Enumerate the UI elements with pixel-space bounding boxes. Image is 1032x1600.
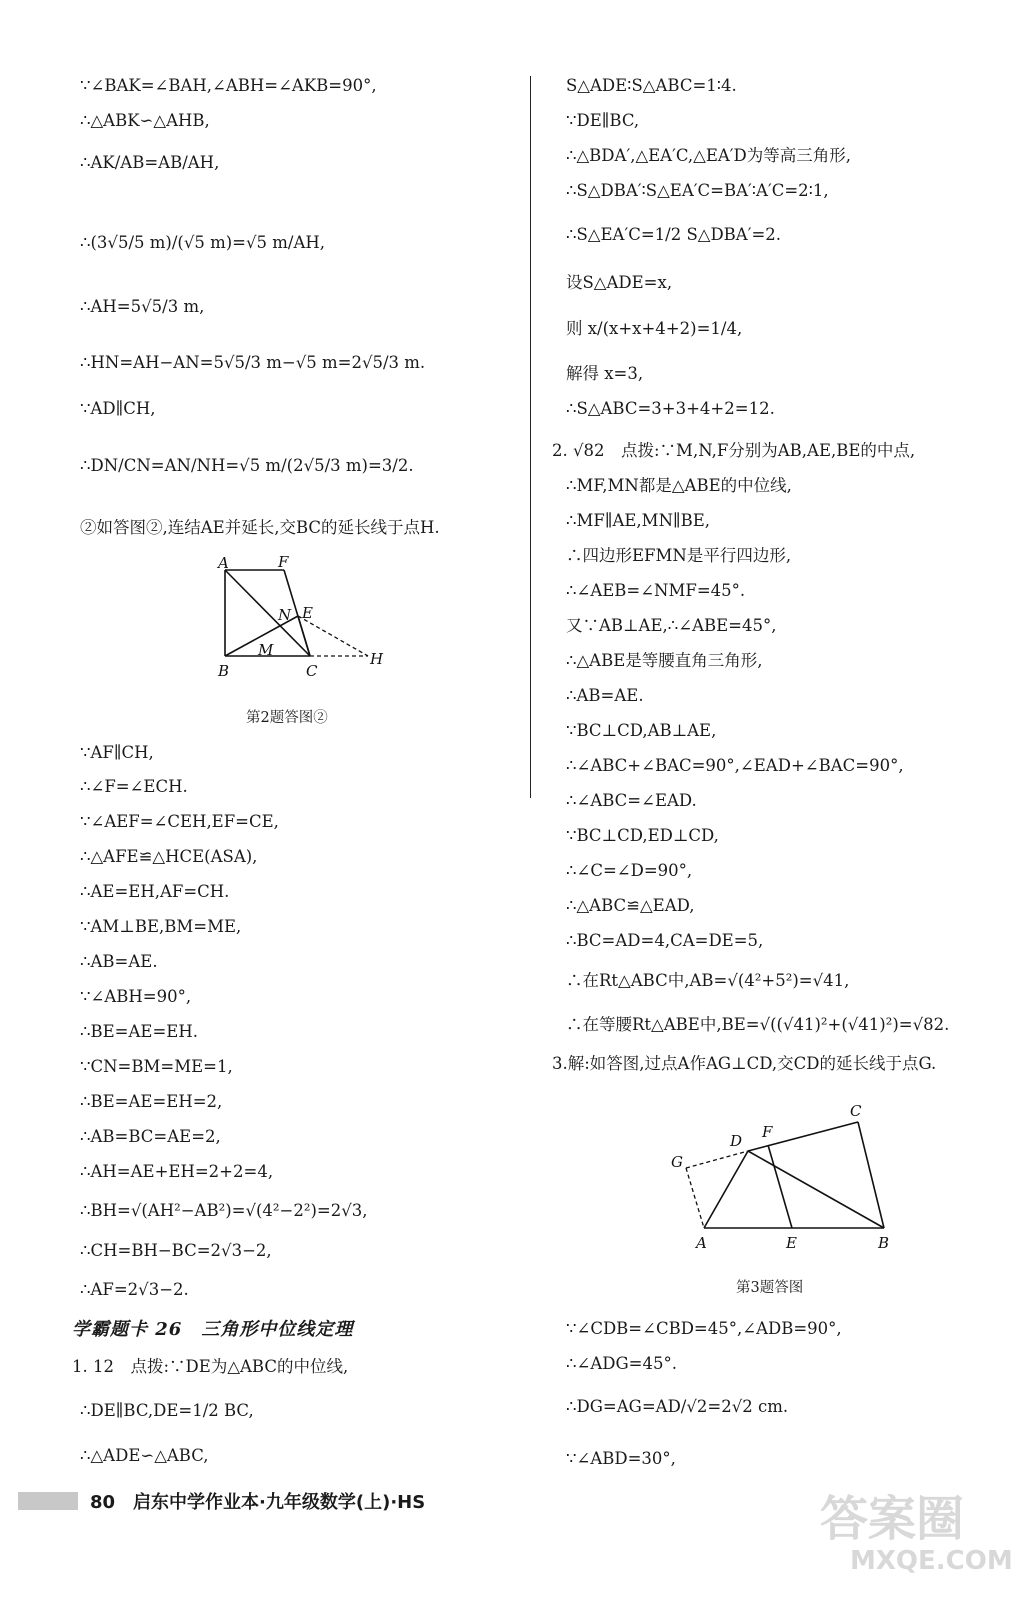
line: ∴S△DBA′∶S△EA′C=BA′∶A′C=2∶1,	[566, 181, 829, 200]
line: ∴AB=AE.	[80, 952, 158, 971]
page-footer: 80 启东中学作业本·九年级数学(上)·HS	[90, 1492, 426, 1513]
line: ②如答图②,连结AE并延长,交BC的延长线于点H.	[80, 518, 440, 537]
line: ∴AE=EH,AF=CH.	[80, 882, 230, 901]
line: ∵AF∥CH,	[80, 743, 154, 762]
line: ∵∠AEF=∠CEH,EF=CE,	[80, 812, 279, 831]
section-heading: 学霸题卡 26 三角形中位线定理	[72, 1319, 354, 1340]
label-F: F	[278, 553, 289, 571]
line: ∵DE∥BC,	[566, 111, 640, 130]
line: ∴AB=AE.	[566, 686, 644, 705]
line: 2. √82 点拨:∵M,N,F分别为AB,AE,BE的中点,	[552, 441, 916, 460]
line: ∴∠C=∠D=90°,	[566, 861, 693, 880]
label-E: E	[786, 1234, 797, 1252]
label-C: C	[850, 1102, 862, 1120]
line: ∵∠ABD=30°,	[566, 1449, 676, 1468]
figure-caption: 第3题答图	[736, 1280, 804, 1296]
line: ∴BC=AD=4,CA=DE=5,	[566, 931, 764, 950]
line: ∴MF∥AE,MN∥BE,	[566, 511, 711, 530]
line: ∴△ABK∽△AHB,	[80, 111, 210, 130]
line: ∴MF,MN都是△ABE的中位线,	[566, 476, 792, 495]
line: ∵BC⊥CD,AB⊥AE,	[566, 721, 717, 740]
line: S△ADE∶S△ABC=1∶4.	[566, 76, 737, 95]
line: ∴四边形EFMN是平行四边形,	[566, 546, 792, 565]
line: ∴△AFE≌△HCE(ASA),	[80, 847, 258, 866]
label-H: H	[370, 650, 384, 668]
line: ∴△ABC≌△EAD,	[566, 896, 695, 915]
label-D: D	[730, 1132, 743, 1150]
line: ∵∠BAK=∠BAH,∠ABH=∠AKB=90°,	[80, 76, 377, 95]
line: ∵∠ABH=90°,	[80, 987, 192, 1006]
line: ∴S△ABC=3+3+4+2=12.	[566, 399, 775, 418]
line: ∴DG=AG=AD/√2=2√2 cm.	[566, 1397, 789, 1416]
line: ∴∠ABC+∠BAC=90°,∠EAD+∠BAC=90°,	[566, 756, 904, 775]
label-G: G	[671, 1153, 683, 1171]
line: ∵BC⊥CD,ED⊥CD,	[566, 826, 719, 845]
line: 则 x/(x+x+4+2)=1/4,	[566, 319, 743, 338]
label-B: B	[218, 662, 230, 680]
figure-2-diagram	[210, 552, 400, 682]
label-C: C	[306, 662, 318, 680]
label-F: F	[762, 1123, 773, 1141]
figure-caption: 第2题答图②	[246, 710, 328, 726]
line: ∴AH=5√5/3 m,	[80, 297, 205, 316]
line: ∴△ADE∽△ABC,	[80, 1446, 209, 1465]
line: ∴BE=AE=EH=2,	[80, 1092, 223, 1111]
column-divider	[530, 76, 531, 798]
line: ∴S△EA′C=1/2 S△DBA′=2.	[566, 225, 782, 244]
line: ∴AH=AE+EH=2+2=4,	[80, 1162, 274, 1181]
line: 3.解:如答图,过点A作AG⊥CD,交CD的延长线于点G.	[552, 1054, 937, 1073]
label-N: N	[278, 606, 292, 624]
footer-bar	[18, 1492, 78, 1510]
line: ∵CN=BM=ME=1,	[80, 1057, 233, 1076]
line: ∴△BDA′,△EA′C,△EA′D为等高三角形,	[566, 146, 851, 165]
line: ∴DN/CN=AN/NH=√5 m/(2√5/3 m)=3/2.	[80, 456, 414, 475]
line: ∴∠ABC=∠EAD.	[566, 791, 697, 810]
label-A: A	[218, 554, 229, 572]
watermark-logo	[820, 1480, 1020, 1590]
line: 1. 12 点拨:∵DE为△ABC的中位线,	[72, 1357, 349, 1376]
line: 又∵AB⊥AE,∴∠ABE=45°,	[566, 616, 777, 635]
line: ∴在等腰Rt△ABE中,BE=√((√41)²+(√41)²)=√82.	[566, 1015, 950, 1034]
label-M: M	[258, 641, 274, 659]
line: ∴(3√5/5 m)/(√5 m)=√5 m/AH,	[80, 233, 326, 252]
label-A: A	[696, 1234, 707, 1252]
line: ∴∠ADG=45°.	[566, 1354, 677, 1373]
line: ∴AK/AB=AB/AH,	[80, 153, 220, 172]
line: ∴CH=BH−BC=2√3−2,	[80, 1241, 272, 1260]
line: ∵AM⊥BE,BM=ME,	[80, 917, 242, 936]
label-E: E	[302, 604, 313, 622]
figure-3-diagram	[668, 1098, 900, 1254]
line: ∵∠CDB=∠CBD=45°,∠ADB=90°,	[566, 1319, 842, 1338]
line: ∴HN=AH−AN=5√5/3 m−√5 m=2√5/3 m.	[80, 353, 426, 372]
watermark-url: MXQE.COM	[850, 1546, 1013, 1576]
line: ∵AD∥CH,	[80, 399, 156, 418]
label-B: B	[878, 1234, 890, 1252]
watermark-text: 答案圈	[820, 1491, 965, 1547]
line: 设S△ADE=x,	[566, 273, 673, 292]
line: ∴BE=AE=EH.	[80, 1022, 198, 1041]
line: ∴DE∥BC,DE=1/2 BC,	[80, 1401, 254, 1420]
line: ∴在Rt△ABC中,AB=√(4²+5²)=√41,	[566, 971, 850, 990]
line: ∴AF=2√3−2.	[80, 1280, 189, 1299]
line: ∴∠F=∠ECH.	[80, 777, 188, 796]
line: ∴△ABE是等腰直角三角形,	[566, 651, 763, 670]
line: 解得 x=3,	[566, 364, 644, 383]
line: ∴AB=BC=AE=2,	[80, 1127, 221, 1146]
line: ∴∠AEB=∠NMF=45°.	[566, 581, 746, 600]
line: ∴BH=√(AH²−AB²)=√(4²−2²)=2√3,	[80, 1201, 368, 1220]
